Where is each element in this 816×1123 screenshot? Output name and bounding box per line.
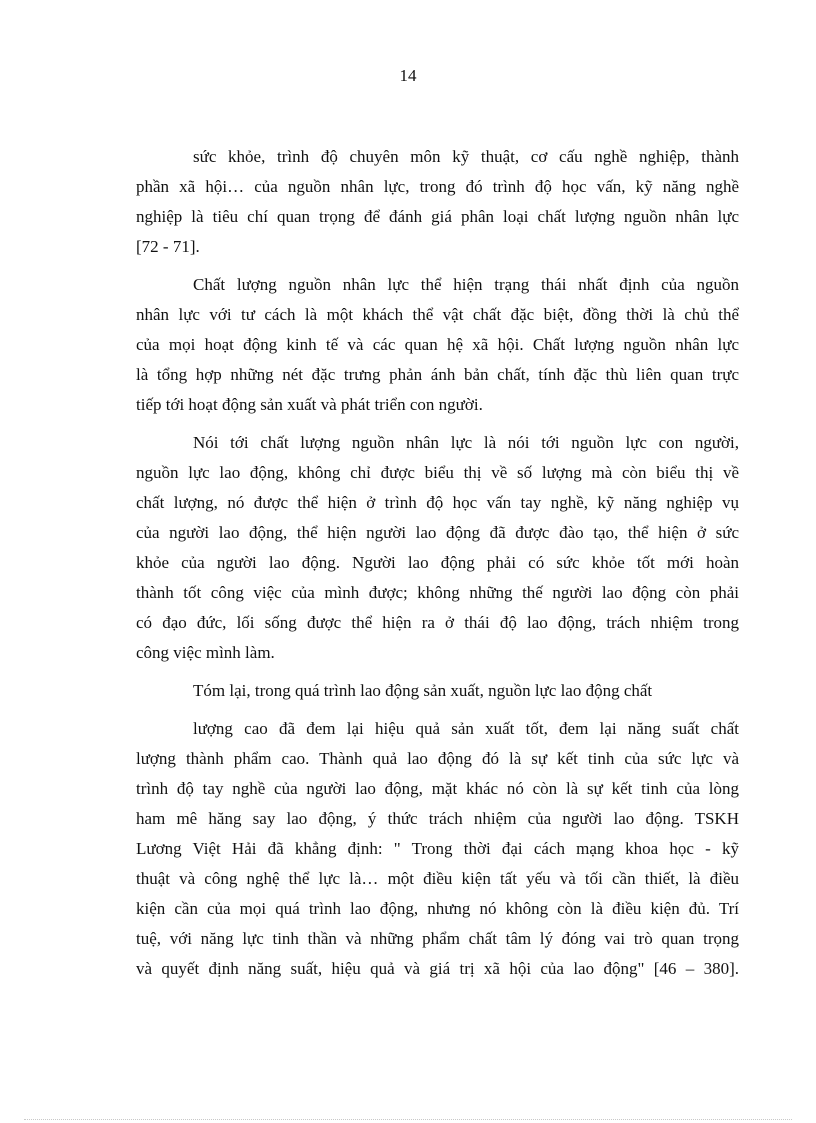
- text-line: thành tốt công việc của mình được; không những thế người lao động còn phải: [136, 583, 739, 602]
- page-number: 14: [399, 66, 417, 85]
- paragraph-quality-definition: [136, 270, 739, 420]
- text-line: kiện cần của mọi quá trình lao động, nhưng nó không còn là điều kiện đủ. Trí: [136, 899, 739, 918]
- text-line: tiếp tới hoạt động sản xuất và phát triển con người.: [136, 395, 483, 414]
- text-line: thuật và công nghệ thể lực là… một điều kiện tất yếu và tối cần thiết, là điều: [136, 869, 739, 888]
- text-line: Lương Việt Hải đã khẳng định: " Trong thời đại cách mạng khoa học - kỹ: [136, 839, 739, 858]
- text-line: Nói tới chất lượng nguồn nhân lực là nói tới nguồn lực con người,: [193, 433, 739, 452]
- text-line: khỏe của người lao động. Người lao động phải có sức khỏe tốt mới hoàn: [136, 553, 739, 572]
- text-line: của mọi hoạt động kinh tế và các quan hệ xã hội. Chất lượng nguồn nhân lực: [136, 335, 739, 354]
- body-text: [136, 142, 739, 984]
- text-line: ham mê hăng say lao động, ý thức trách nhiệm của người lao động. TSKH: [136, 809, 739, 828]
- text-line: lượng cao đã đem lại hiệu quả sản xuất tốt, đem lại năng suất chất: [193, 719, 739, 738]
- text-line: trình độ tay nghề của người lao động, mặt khác nó còn là sự kết tinh của lòng: [136, 779, 739, 798]
- text-line: của người lao động, thể hiện người lao động đã được đào tạo, thể hiện ở sức: [136, 523, 739, 542]
- paragraph-summary-body: [136, 714, 739, 984]
- text-line: [72 - 71].: [136, 237, 200, 256]
- text-line: nguồn lực lao động, không chỉ được biểu thị về số lượng mà còn biểu thị về: [136, 463, 739, 482]
- text-line: nhân lực với tư cách là một khách thể vật chất đặc biệt, đồng thời là chủ thể: [136, 305, 739, 324]
- text-line: chất lượng, nó được thể hiện ở trình độ học vấn tay nghề, kỹ năng nghiệp vụ: [136, 493, 739, 512]
- text-line: nghiệp là tiêu chí quan trọng để đánh giá phân loại chất lượng nguồn nhân lực: [136, 207, 739, 226]
- text-line: tuệ, với năng lực tinh thần và những phẩm chất tâm lý đóng vai trò quan trọng: [136, 929, 739, 948]
- text-line: Tóm lại, trong quá trình lao động sản xuất, nguồn lực lao động chất: [193, 681, 653, 700]
- text-line: và quyết định năng suất, hiệu quả và giá trị xã hội của lao động" [46 – 380].: [136, 959, 739, 978]
- text-line: công việc mình làm.: [136, 643, 275, 662]
- text-line: sức khỏe, trình độ chuyên môn kỹ thuật, cơ cấu nghề nghiệp, thành: [193, 147, 739, 166]
- text-line: Chất lượng nguồn nhân lực thể hiện trạng thái nhất định của nguồn: [193, 275, 739, 294]
- text-line: là tổng hợp những nét đặc trưng phản ánh bản chất, tính đặc thù liên quan trực: [136, 365, 739, 384]
- page-bottom-divider: [24, 1119, 792, 1120]
- text-line: lượng thành phẩm cao. Thành quả lao động đó là sự kết tinh của sức lực và: [136, 749, 739, 768]
- paragraph-continuation: [136, 142, 739, 262]
- text-line: phần xã hội… của nguồn nhân lực, trong đó trình độ học vấn, kỹ năng nghề: [136, 177, 739, 196]
- text-line: có đạo đức, lối sống được thể hiện ra ở thái độ lao động, trách nhiệm trong: [136, 613, 739, 632]
- paragraph-human-resources: [136, 428, 739, 668]
- paragraph-summary-lead: [136, 676, 739, 706]
